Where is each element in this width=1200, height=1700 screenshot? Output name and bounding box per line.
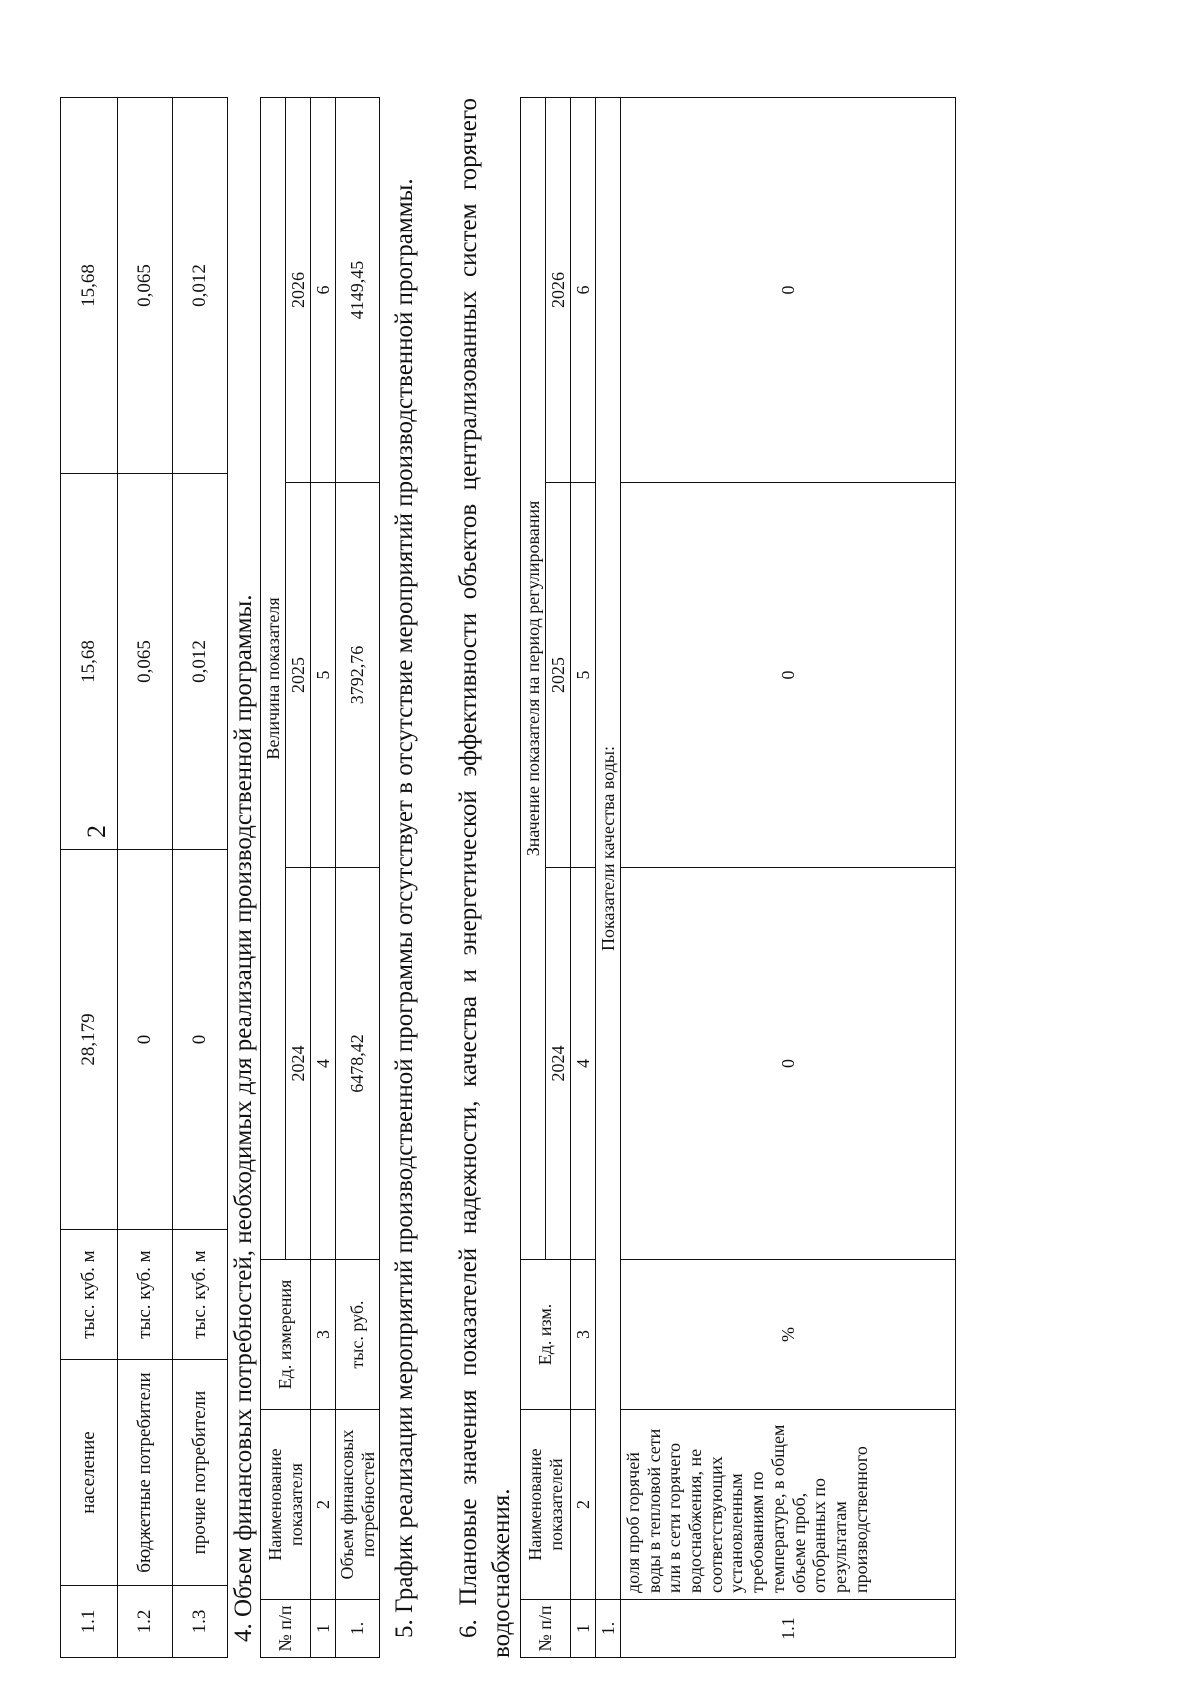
header-year-2024: 2024	[286, 868, 311, 1260]
column-number: 2	[571, 1410, 596, 1600]
value-2026: 0	[621, 98, 956, 483]
indicator-name: Объем финансовых потребностей	[336, 1410, 380, 1600]
header-year-2025: 2025	[546, 483, 571, 868]
unit-cell: тыс. куб. м	[61, 1230, 118, 1360]
header-unit: Ед. изм.	[521, 1260, 571, 1410]
value-2024: 6478,42	[336, 868, 380, 1260]
rotated-page-content	[60, 58, 1120, 1658]
value-2025: 0,012	[173, 474, 228, 850]
row-number: 1.	[336, 1600, 380, 1658]
group-number: 1.	[596, 1600, 621, 1658]
column-number: 6	[311, 98, 336, 483]
header-row	[521, 98, 546, 1658]
financial-needs-table	[260, 97, 380, 1658]
column-number: 4	[571, 868, 596, 1260]
row-number: 1.1	[61, 1586, 118, 1658]
consumption-table	[60, 97, 228, 1658]
row-number: 1.2	[118, 1586, 173, 1658]
section-6-paragraph: 6. Плановые значения показателей надежности, качества и энергетической эффективности объектов централизованных систем горячего водоснабжения.	[455, 98, 515, 1658]
page-number: 2	[82, 825, 111, 838]
header-name: Наименование показателей	[521, 1410, 571, 1600]
group-row	[596, 98, 621, 1658]
table-row	[118, 98, 173, 1658]
row-number: 1.1	[621, 1600, 956, 1658]
value-2024: 28,179	[61, 850, 118, 1230]
value-2024: 0	[173, 850, 228, 1230]
section-4-heading: 4. Объем финансовых потребностей, необходимых для реализации производственной программы.	[230, 594, 257, 1642]
column-number: 1	[311, 1600, 336, 1658]
unit-cell: тыс. куб. м	[173, 1230, 228, 1360]
header-name: Наименование показателя	[261, 1410, 311, 1600]
header-year-2025: 2025	[286, 483, 311, 868]
column-number: 2	[311, 1410, 336, 1600]
value-2025: 15,68	[61, 474, 118, 850]
indicator-name: доля проб горячей воды в тепловой сети или в сети горячего водоснабжения, не соответствующих установленным требованиям по температуре, в общем объеме проб, отобранных по результатам производственного	[621, 1410, 956, 1600]
value-2024: 0	[118, 850, 173, 1230]
header-unit: Ед. измерения	[261, 1260, 311, 1410]
value-2025: 0	[621, 483, 956, 868]
header-year-2026: 2026	[546, 98, 571, 483]
header-group: Величина показателя	[261, 98, 286, 1260]
header-number: № п/п	[261, 1600, 311, 1658]
column-number: 5	[311, 483, 336, 868]
header-year-2024: 2024	[546, 868, 571, 1260]
value-2025: 0,065	[118, 474, 173, 850]
header-number: № п/п	[521, 1600, 571, 1658]
table-row	[173, 98, 228, 1658]
table-row	[336, 98, 380, 1658]
header-year-2026: 2026	[286, 98, 311, 483]
group-label: Показатели качества воды:	[596, 98, 621, 1600]
table-row	[61, 98, 118, 1658]
header-row	[261, 98, 286, 1658]
column-number: 3	[311, 1260, 336, 1410]
column-numbers-row	[311, 98, 336, 1658]
quality-indicators-table	[520, 97, 956, 1658]
value-2026: 0,012	[173, 98, 228, 474]
consumer-name: население	[61, 1360, 118, 1586]
value-2026: 0,065	[118, 98, 173, 474]
unit-cell: тыс. руб.	[336, 1260, 380, 1410]
section-5-paragraph: 5. График реализации мероприятий производственной программы отсутствует в отсутствие мероприятий производственной программы.	[391, 178, 418, 1638]
column-number: 6	[571, 98, 596, 483]
column-number: 4	[311, 868, 336, 1260]
column-number: 1	[571, 1600, 596, 1658]
unit-cell: тыс. куб. м	[118, 1230, 173, 1360]
unit-cell: %	[621, 1260, 956, 1410]
value-2026: 4149,45	[336, 98, 380, 483]
column-number: 3	[571, 1260, 596, 1410]
row-number: 1.3	[173, 1586, 228, 1658]
value-2025: 3792,76	[336, 483, 380, 868]
consumer-name: бюджетные потребители	[118, 1360, 173, 1586]
value-2024: 0	[621, 868, 956, 1260]
table-row	[621, 98, 956, 1658]
consumer-name: прочие потребители	[173, 1360, 228, 1586]
header-group: Значение показателя на период регулирования	[521, 98, 546, 1260]
column-number: 5	[571, 483, 596, 868]
value-2026: 15,68	[61, 98, 118, 474]
column-numbers-row	[571, 98, 596, 1658]
